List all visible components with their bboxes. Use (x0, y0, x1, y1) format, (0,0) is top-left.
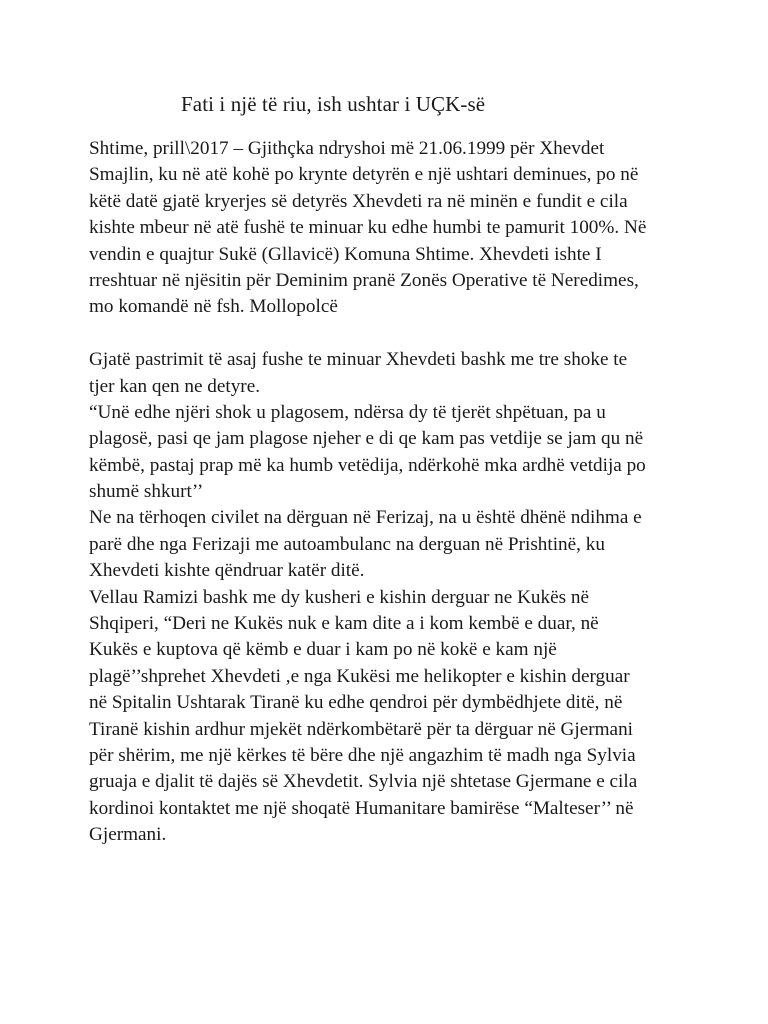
paragraph-spacer (89, 321, 689, 347)
paragraph-1 (89, 136, 689, 321)
text-line: Ne na tërhoqen civilet na dërguan në Ferizaj, na u është dhënë ndihma e (89, 507, 642, 529)
text-line (89, 849, 689, 875)
text-line: plagë’’shprehet Xhevdeti ,e nga Kukësi me helikopter e kishin derguar (89, 665, 630, 687)
article-title: Fati i një të riu, ish ushtar i UÇK-së (181, 92, 486, 116)
text-line: kishte mbeur në atë fushë te minuar ku edhe humbi te pamurit 100%. Në (89, 217, 647, 239)
text-line: Gjatë pastrimit të asaj fushe te minuar Xhevdeti bashk me tre shoke te (89, 349, 628, 371)
quote-line: plagosë, pasi qe jam plagose njeher e di qe kam pas vetdije se jam qu në (89, 428, 644, 450)
quote-line: shumë shkurt’’ (89, 481, 204, 503)
text-line: Kukës e kuptova që këmb e duar i kam po në kokë e kam një (89, 639, 557, 661)
text-line: mo komandë në fsh. Mollopolcë (89, 296, 338, 318)
text-line: Gjermani. (89, 824, 167, 846)
paragraph-2 (89, 347, 689, 901)
article-body (89, 136, 689, 901)
text-line: këtë datë gjatë kryerjes së detyrës Xhevdeti ra në minën e fundit e cila (89, 190, 628, 212)
text-line: Tiranë kishin ardhur mjekët ndërkombëtarë për ta dërguar në Gjermani (89, 718, 633, 740)
text-line: Vellau Ramizi bashk me dy kusheri e kishin derguar ne Kukës në (89, 586, 589, 608)
text-line: për shërim, me një kërkes të bëre dhe një angazhim të madh nga Sylvia (89, 744, 636, 766)
text-line: Shtime, prill\2017 – Gjithçka ndryshoi më 21.06.1999 për Xhevdet (89, 138, 605, 159)
text-line: gruaja e djalit të dajës së Xhevdetit. Sylvia një shtetase Gjermane e cila (89, 771, 638, 793)
quote-line: “Unë edhe njëri shok u plagosem, ndërsa dy të tjerët shpëtuan, pa u (89, 401, 606, 423)
text-line: Shqiperi, “Deri ne Kukës nuk e kam dite a i kom kembë e duar, në (89, 613, 599, 635)
text-line (89, 875, 689, 901)
text-line: Xhevdeti kishte qëndruar katër ditë. (89, 560, 365, 582)
text-line: vendin e quajtur Sukë (Gllavicë) Komuna Shtime. Xhevdeti ishte I (89, 243, 602, 265)
text-line: Smajlin, ku në atë kohë po krynte detyrën e një ushtari deminues, po në (89, 164, 639, 186)
text-line: rreshtuar në njësitin për Deminim pranë Zonës Operative të Neredimes, (89, 269, 639, 291)
text-line: tjer kan qen ne detyre. (89, 375, 261, 397)
text-line: parë dhe nga Ferizaji me autoambulanc na derguan në Prishtinë, ku (89, 533, 605, 555)
text-line: kordinoi kontaktet me një shoqatë Humanitare bamirëse “Malteser’’ në (89, 797, 634, 819)
quote-line: këmbë, pastaj prap më ka humb vetëdija, ndërkohë mka ardhë vetdija po (89, 454, 646, 476)
text-line: në Spitalin Ushtarak Tiranë ku edhe qendroi për dymbëdhjete ditë, në (89, 692, 623, 714)
